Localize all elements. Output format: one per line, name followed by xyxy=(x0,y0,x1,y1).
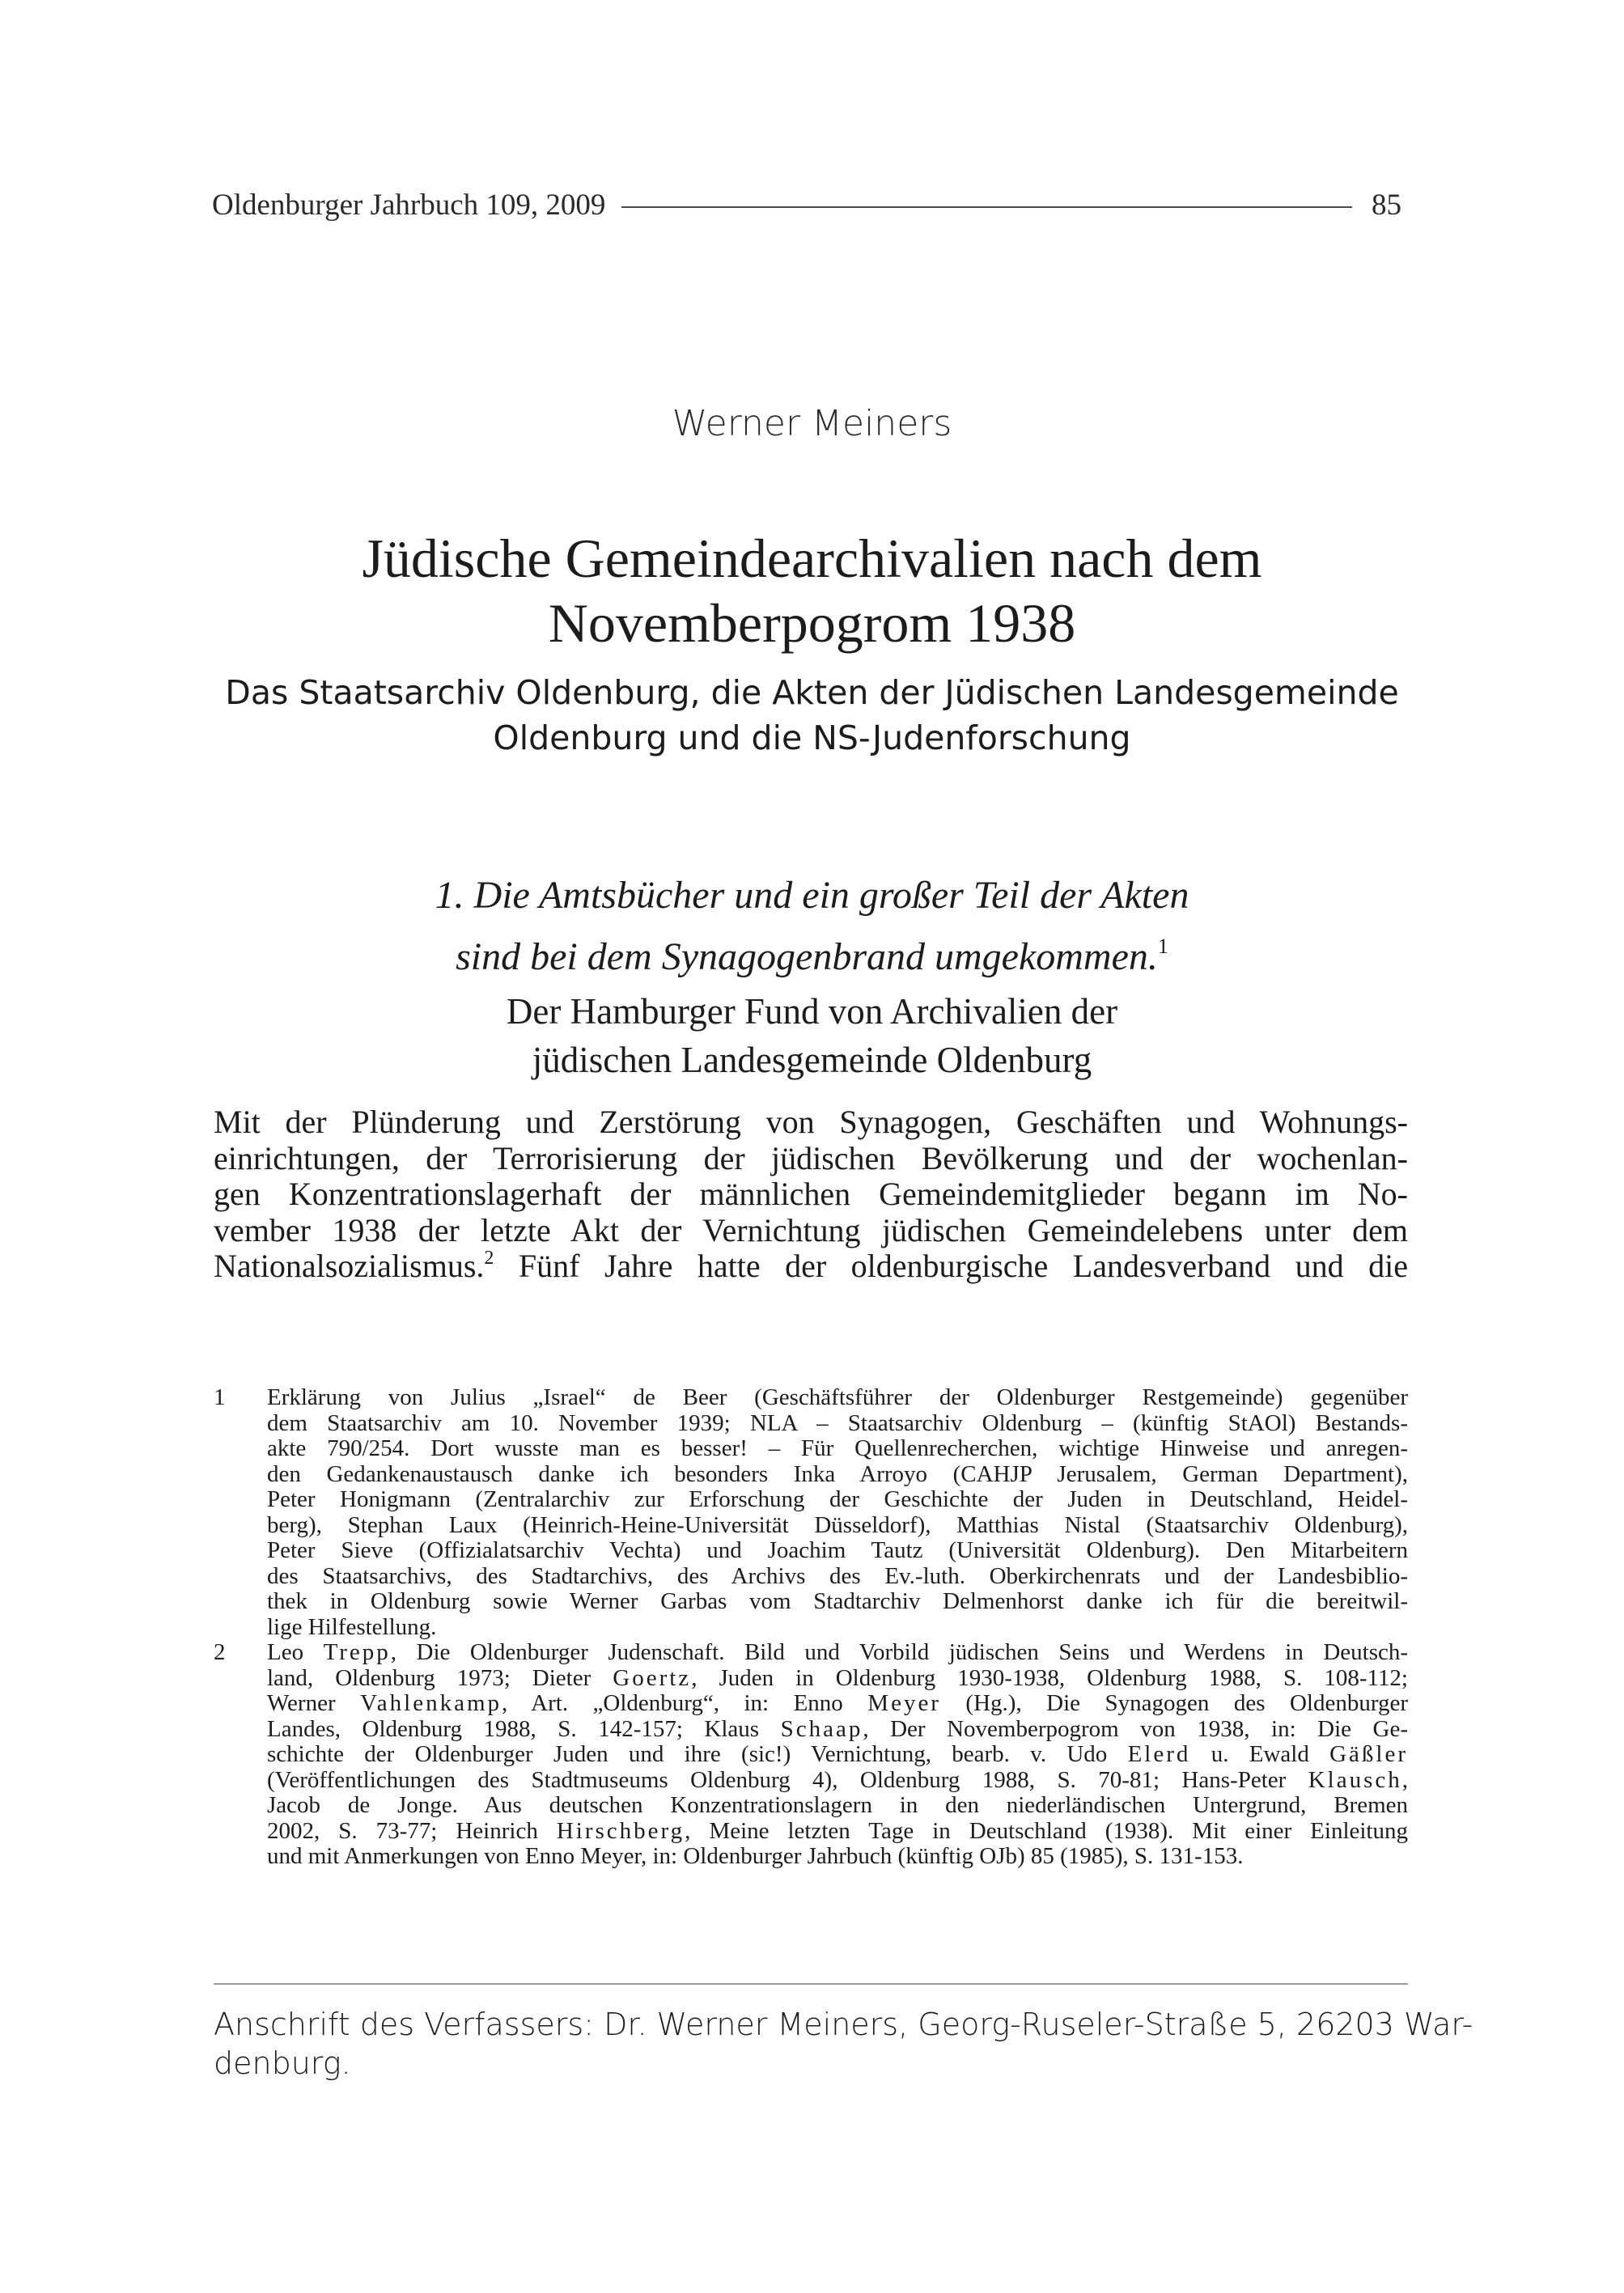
footnote-line: und mit Anmerkungen von Enno Meyer, in: Oldenburger Jahrbuch (künftig OJb) 85 (1985), S. 131-153. xyxy=(267,1843,1244,1869)
footnote-line xyxy=(267,1819,1408,1845)
footnote-text: , Die Oldenburger Judenschaft. Bild und Vorbild jüdischen Seins und Werdens in Deutsch- xyxy=(390,1639,1409,1665)
body-line: Mit der Plünderung und Zerstörung von Synagogen, Geschäften und Wohnungs- xyxy=(214,1104,1408,1140)
footnote-ref: 2 xyxy=(484,1248,494,1269)
footnote-line xyxy=(267,1691,1408,1717)
title-line: Jüdische Gemeindearchivalien nach dem xyxy=(362,528,1262,589)
body-paragraph xyxy=(214,1104,1408,1285)
quote-line xyxy=(0,921,1624,982)
footnote-line xyxy=(267,1640,1408,1666)
footnote-line: Erklärung von Julius „Israel“ de Beer (Geschäftsführer der Oldenburger Restgemeinde) gegenüber xyxy=(267,1384,1408,1410)
footnote-line: thek in Oldenburg sowie Werner Garbas vom Stadtarchiv Delmenhorst danke ich für die bereitwil- xyxy=(267,1588,1408,1614)
body-line: einrichtungen, der Terrorisierung der jüdischen Bevölkerung und der wochenlan- xyxy=(214,1139,1408,1176)
subtitle-line: Das Staatsarchiv Oldenburg, die Akten der Jüdischen Landesgemeinde xyxy=(225,673,1399,712)
author-name-spaced: Vahlenkamp xyxy=(360,1690,502,1716)
footnote-text: , Juden in Oldenburg 1930-1938, Oldenburg 1988, S. 108-112; xyxy=(691,1664,1408,1691)
author-name-spaced: Gäßler xyxy=(1329,1741,1409,1767)
footnote-text: , xyxy=(1401,1766,1408,1793)
author-name-spaced: Schaap xyxy=(780,1715,863,1742)
body-text-fragment: Nationalsozialismus. xyxy=(214,1248,485,1284)
footnote-text: land, Oldenburg 1973; Dieter xyxy=(267,1664,613,1691)
body-line: vember 1938 der letzte Akt der Vernichtung jüdischen Gemeindelebens unter dem xyxy=(214,1211,1408,1248)
footnote-line: den Gedankenaustausch danke ich besonders Inka Arroyo (CAHJP Jerusalem, German Department), xyxy=(267,1460,1408,1487)
footnote-text: Werner xyxy=(267,1690,361,1716)
quote-text: sind bei dem Synagogenbrand umgekommen. xyxy=(456,935,1158,978)
author-name-spaced: Meyer xyxy=(867,1690,941,1716)
footnote-line: Peter Sieve (Offizialatsarchiv Vechta) und Joachim Tautz (Universität Oldenburg). Den Mitarbeitern xyxy=(267,1537,1408,1563)
article-title xyxy=(0,526,1624,655)
section-heading xyxy=(0,987,1624,1084)
footnote-line xyxy=(267,1768,1408,1794)
quote-line: 1. Die Amtsbücher und ein großer Teil der Akten xyxy=(435,874,1189,917)
author-name-spaced: Klausch xyxy=(1308,1766,1402,1793)
address-line: denburg. xyxy=(214,2045,351,2081)
page-number: 85 xyxy=(1372,189,1401,222)
footnote-text: , Art. „Oldenburg“, in: Enno xyxy=(502,1690,868,1716)
epigraph-quote xyxy=(0,870,1624,982)
footnote-text: (Veröffentlichungen des Stadtmuseums Oldenburg 4), Oldenburg 1988, S. 70-81; Hans-Peter xyxy=(267,1766,1308,1793)
footnote-line: Jacob de Jonge. Aus deutschen Konzentrationslagern in den niederländischen Untergrund, Bremen xyxy=(267,1792,1408,1818)
footnote-line xyxy=(267,1742,1408,1768)
footnote-line xyxy=(267,1666,1408,1692)
footnote-text: (Hg.), Die Synagogen des Oldenburger xyxy=(940,1690,1408,1716)
footnote-text: Landes, Oldenburg 1988, S. 142-157; Klaus xyxy=(267,1715,781,1742)
footnote-line: lige Hilfestellung. xyxy=(267,1613,437,1640)
address-separator-rule xyxy=(214,1983,1408,1985)
footnote-text: u. Ewald xyxy=(1190,1741,1330,1767)
footnote-line: berg), Stephan Laux (Heinrich-Heine-Universität Düsseldorf), Matthias Nistal (Staatsarchiv Oldenburg), xyxy=(267,1511,1408,1538)
footnote-line: dem Staatsarchiv am 10. November 1939; NLA – Staatsarchiv Oldenburg – (künftig StAOl) Bestands- xyxy=(267,1409,1408,1436)
footnotes xyxy=(214,1385,1408,1870)
footnote-number: 1 xyxy=(214,1384,226,1410)
footnote-line: Peter Honigmann (Zentralarchiv zur Erforschung der Geschichte der Juden in Deutschland, Heidel- xyxy=(267,1486,1408,1512)
author-address xyxy=(214,2005,1473,2083)
footnote-text: schichte der Oldenburger Juden und ihre (sic!) Vernichtung, bearb. v. Udo xyxy=(267,1741,1128,1767)
footnote-line: akte 790/254. Dort wusste man es besser! – Für Quellenrecherchen, wichtige Hinweise und anregen- xyxy=(267,1435,1408,1461)
footnote-ref: 1 xyxy=(1157,935,1168,958)
footnote-number: 2 xyxy=(214,1639,226,1665)
footnote-text: Leo xyxy=(267,1639,324,1665)
author-name-spaced: Trepp xyxy=(323,1639,391,1665)
footnote-text: , Der Novemberpogrom von 1938, in: Die Ge- xyxy=(863,1715,1408,1742)
body-text-fragment: Fünf Jahre hatte der oldenburgische Landesverband und die xyxy=(494,1248,1408,1284)
subtitle-line: Oldenburg und die NS-Judenforschung xyxy=(493,718,1131,757)
body-line: gen Konzentrationslagerhaft der männlichen Gemeindemitglieder begann im No- xyxy=(214,1176,1408,1212)
author-name-spaced: Hirschberg xyxy=(556,1817,685,1844)
heading-line: Der Hamburger Fund von Archivalien der xyxy=(506,991,1118,1032)
header-rule xyxy=(621,206,1352,208)
footnote-1 xyxy=(214,1385,1408,1640)
author-name: Werner Meiners xyxy=(672,403,952,444)
title-line: Novemberpogrom 1938 xyxy=(548,592,1076,654)
footnote-line xyxy=(267,1717,1408,1743)
journal-title: Oldenburger Jahrbuch 109, 2009 xyxy=(212,189,606,222)
article-subtitle xyxy=(0,670,1624,761)
author-name-spaced: Goertz xyxy=(613,1664,692,1691)
footnote-2 xyxy=(214,1640,1408,1870)
heading-line: jüdischen Landesgemeinde Oldenburg xyxy=(532,1040,1092,1080)
running-header xyxy=(212,188,1401,223)
address-line: Anschrift des Verfassers: Dr. Werner Meiners, Georg-Ruseler-Straße 5, 26203 War- xyxy=(214,2007,1473,2042)
footnote-text: , Meine letzten Tage in Deutschland (1938). Mit einer Einleitung xyxy=(685,1817,1408,1844)
footnote-text: 2002, S. 73-77; Heinrich xyxy=(267,1817,557,1844)
body-line xyxy=(214,1248,1408,1285)
author-name-spaced: Elerd xyxy=(1127,1741,1191,1767)
footnote-line: des Staatsarchivs, des Stadtarchivs, des Archivs des Ev.-luth. Oberkirchenrats und der Landesbiblio- xyxy=(267,1562,1408,1589)
